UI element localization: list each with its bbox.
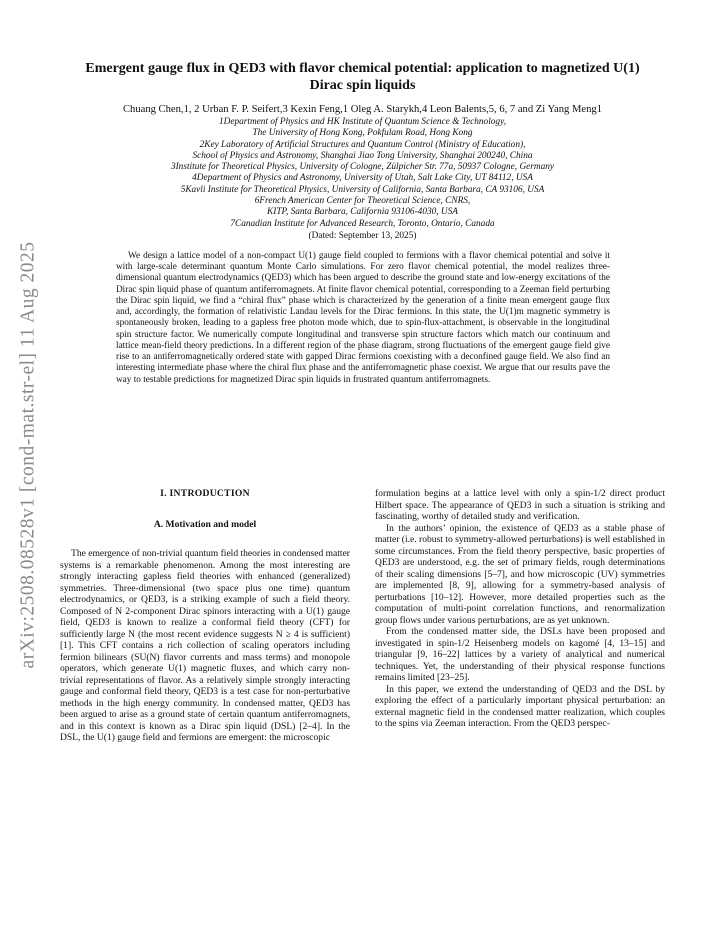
right-column <box>375 488 665 744</box>
paragraph: The emergence of non-trivial quantum field theories in condensed matter systems is a remarkable phenomenon. Among the most interesting are strongly interacting gapless field theories with enhanced (generalized) symmetries. Three-dimensional (two space plus one time) quantum electrodynamics, or QED3, is a striking example of such a field theory. Composed of N 2-component Dirac spinors interacting with a U(1) gauge field, QED3 is known to realize a conformal field theory (CFT) for sufficiently large N (the most recent evidence suggests N ≥ 4 is sufficient) [1]. This CFT contains a rich collection of scaling operators including fermion bilinears (SU(N) flavor currents and mass terms) and monopole operators, which generate U(1) magnetic fluxes, and which carry non-trivial representations of flavor. As a relatively simple strongly interacting gauge and conformal field theory, QED3 is a test case for non-perturbative methods in the high energy community. In condensed matter, QED3 has been argued to arise as a ground state of certain quantum antiferromagnets, and in this context is known as a Dirac spin liquid (DSL) [2–4]. In the DSL, the U(1) gauge field and fermions are emergent: the microscopic <box>60 548 350 743</box>
arxiv-identifier <box>3 215 53 695</box>
affiliation-line: 2Key Laboratory of Artificial Structures and Quantum Control (Ministry of Education), <box>199 139 526 150</box>
affiliation-line: 6French American Center for Theoretical Science, CNRS, <box>254 196 471 207</box>
arxiv-id-text: arXiv:2508.08528v1 [cond-mat.str-el] 11 Aug 2025 <box>17 241 38 669</box>
section-heading: I. INTRODUCTION <box>160 488 250 499</box>
date-line: (Dated: September 13, 2025) <box>308 230 417 241</box>
affiliation-line: 4Department of Physics and Astronomy, University of Utah, Salt Lake City, UT 84112, USA <box>192 173 533 184</box>
affiliation-line: 5Kavli Institute for Theoretical Physics, University of California, Santa Barbara, CA 93106, USA <box>180 184 545 195</box>
affiliation-line: KITP, Santa Barbara, California 93106-4030, USA <box>267 207 458 218</box>
abstract: We design a lattice model of a non-compact U(1) gauge field coupled to fermions with a flavor chemical potential and solve it with large-scale determinant quantum Monte Carlo simulations. For zero flavor chemical potential, the model realizes three-dimensional quantum electrodynamics (QED3) which has been argued to describe the ground state and low-energy excitations of the Dirac spin liquid phase of quantum antiferromagnets. At finite flavor chemical potential, corresponding to a Zeeman field perturbing the Dirac spin liquid, we find a “chiral flux” phase which is characterized by the generation of a finite mean emergent gauge flux and, accordingly, the formation of relativistic Landau levels for the Dirac fermions. In this state, the U(1)m magnetic symmetry is spontaneously broken, leading to a gapless free photon mode which, due to spin-flux-attachment, is observable in the longitudinal spin structure factor. We numerically compute longitudinal and transverse spin structure factors which match our continuum and lattice mean-field theory predictions. In a different region of the phase diagram, strong fluctuations of the emergent gauge field give rise to an antiferromagnetically ordered state with gapped Dirac fermions coexisting with a deconfined gauge field. We also find an interesting intermediate phase where the chiral flux phase and the antiferromagnetic phase coexist. We argue that our results pave the way to testable predictions for magnetized Dirac spin liquids in frustrated quantum antiferromagnets. <box>116 250 610 385</box>
affiliation-line: School of Physics and Astronomy, Shanghai Jiao Tong University, Shanghai 200240, China <box>192 150 533 161</box>
affiliation-line: 3Institute for Theoretical Physics, University of Cologne, Zülpicher Str. 77a, 50937 Cologne, Germany <box>170 162 555 173</box>
paper-title: Emergent gauge flux in QED3 with flavor chemical potential: application to magnetized U(1) Dirac spin liquids <box>85 61 640 93</box>
subsection-heading: A. Motivation and model <box>153 518 257 530</box>
affiliation-line: 1Department of Physics and HK Institute of Quantum Science & Technology, <box>218 117 507 127</box>
author-list: Chuang Chen,1, 2 Urban F. P. Seifert,3 Kexin Feng,1 Oleg A. Starykh,4 Leon Balents,5, 6, 7 and Zi Yang Meng1 <box>122 104 603 115</box>
paragraph: formulation begins at a lattice level with only a spin-1/2 direct product Hilbert space. The appearance of QED3 in such a situation is striking and fascinating, worthy of detailed study and verification. <box>375 488 665 522</box>
body-columns <box>60 488 665 744</box>
paper-page <box>60 60 665 743</box>
paragraph: From the condensed matter side, the DSLs have been proposed and investigated in spin-1/2 Heisenberg models on kagomé [4, 13–15] and triangular [9, 16–22] lattices by a variety of analytical and numerical techniques. Yet, the understanding of their physical response functions remains limited [23–25]. <box>375 626 665 683</box>
affiliations <box>60 117 665 230</box>
paragraph: In the authors’ opinion, the existence of QED3 as a stable phase of matter (i.e. robust to symmetry-allowed perturbations) is well established in some circumstances. From the field theory perspective, basic properties of QED3 are understood, e.g. the set of primary fields, rough determinations of their scaling dimensions [5–7], and how microscopic (UV) symmetries are implemented [8, 9], allowing for a symmetry-based analysis of perturbations [10–12]. However, more detailed properties such as the computation of multi-point correlation functions, and renormalization group flows under various perturbations, are as yet unknown. <box>375 522 665 626</box>
affiliation-line: The University of Hong Kong, Pokfulam Road, Hong Kong <box>252 128 473 139</box>
paragraph: In this paper, we extend the understanding of QED3 and the DSL by exploring the effect of a particularly important physical perturbation: an external magnetic field in the condensed matter realization, which couples to the spins via Zeeman interaction. From the QED3 perspec- <box>375 683 665 729</box>
left-column <box>60 488 350 744</box>
affiliation-line: 7Canadian Institute for Advanced Research, Toronto, Ontario, Canada <box>230 218 495 229</box>
